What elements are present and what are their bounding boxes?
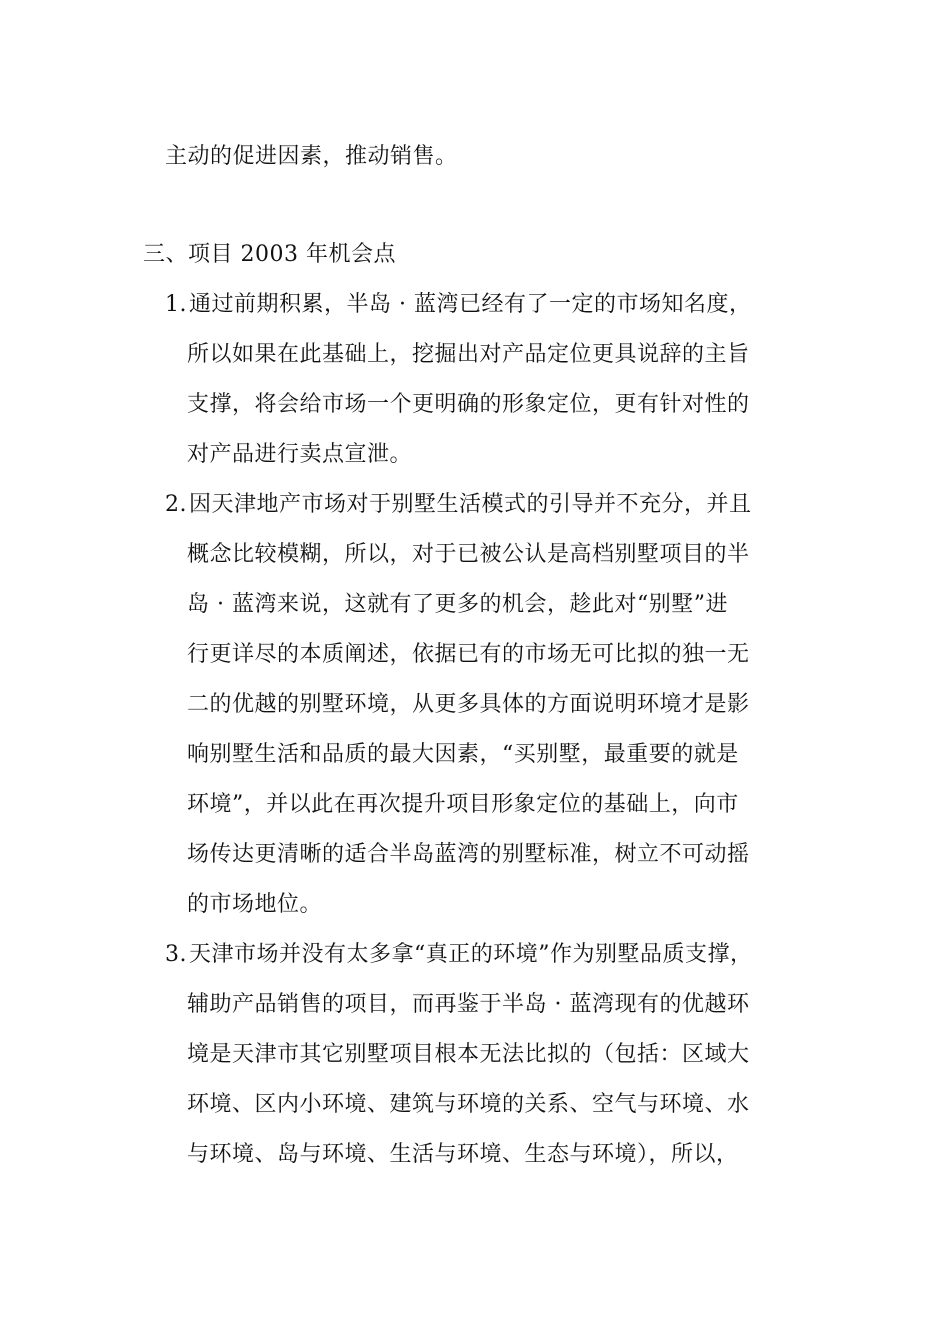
- list-item-2-line-3: 岛 · 蓝湾来说，这就有了更多的机会，趁此对“别墅”进: [187, 592, 728, 617]
- list-item-text: 因天津地产市场对于别墅生活模式的引导并不充分，并且: [189, 492, 752, 517]
- list-item-number: 3.: [165, 942, 187, 967]
- list-item-2-line-5: 二的优越的别墅环境，从更多具体的方面说明环境才是影: [187, 692, 750, 717]
- list-item-2-line-1: [165, 490, 752, 520]
- list-item-2-line-4: 行更详尽的本质阐述，依据已有的市场无可比拟的独一无: [187, 642, 750, 667]
- continuation-text: 主动的促进因素，推动销售。: [165, 144, 458, 169]
- list-item-1-line-1: [165, 290, 751, 320]
- list-item-1-line-4: 对产品进行卖点宣泄。: [187, 442, 413, 467]
- list-item-number: 1.: [165, 292, 187, 317]
- list-item-2-line-8: 场传达更清晰的适合半岛蓝湾的别墅标准，树立不可动摇: [187, 842, 750, 867]
- list-item-3-line-5: 与环境、岛与环境、生活与环境、生态与环境），所以，: [187, 1142, 739, 1167]
- list-item-number: 2.: [165, 492, 187, 517]
- list-item-1-line-2: 所以如果在此基础上，挖掘出对产品定位更具说辞的主旨: [187, 342, 750, 367]
- list-item-2-line-9: 的市场地位。: [187, 892, 323, 917]
- list-item-text: 天津市场并没有太多拿“真正的环境”作为别墅品质支撑，: [189, 942, 753, 967]
- list-item-1-line-3: 支撑，将会给市场一个更明确的形象定位，更有针对性的: [187, 392, 750, 417]
- list-item-3-line-3: 境是天津市其它别墅项目根本无法比拟的（包括：区域大: [187, 1042, 750, 1067]
- list-item-3-line-2: 辅助产品销售的项目，而再鉴于半岛 · 蓝湾现有的优越环: [187, 992, 750, 1017]
- section-heading: 三、项目 2003 年机会点: [143, 242, 396, 267]
- list-item-2-line-7: 环境”，并以此在再次提升项目形象定位的基础上，向市: [187, 792, 739, 817]
- list-item-3-line-4: 环境、区内小环境、建筑与环境的关系、空气与环境、水: [187, 1092, 750, 1117]
- list-item-2-line-2: 概念比较模糊，所以，对于已被公认是高档别墅项目的半: [187, 542, 750, 567]
- list-item-3-line-1: [165, 940, 753, 970]
- list-item-2-line-6: 响别墅生活和品质的最大因素，“买别墅，最重要的就是: [187, 742, 739, 767]
- list-item-text: 通过前期积累，半岛 · 蓝湾已经有了一定的市场知名度，: [189, 292, 752, 317]
